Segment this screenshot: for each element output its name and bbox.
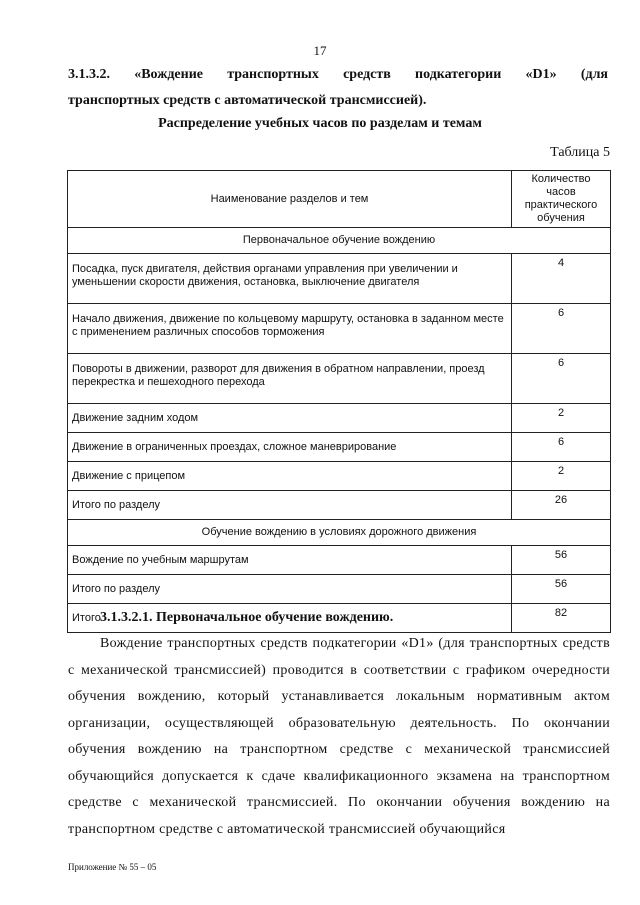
subtotal-hours-cell: 56 [512, 575, 611, 604]
topic-hours-cell: 2 [512, 462, 611, 491]
subtotal-hours-cell: 26 [512, 491, 611, 520]
topic-hours-cell: 56 [512, 546, 611, 575]
subtotal-name-cell: Итого по разделу [68, 575, 512, 604]
subsection-heading: 3.1.3.2.1. Первоначальное обучение вождению. [100, 610, 394, 625]
section-title-cell: Первоначальное обучение вождению [68, 228, 611, 254]
topic-hours-cell: 6 [512, 304, 611, 354]
page-number: 17 [313, 43, 327, 58]
section-title-line-2: транспортных средств с автоматической трансмиссией). [68, 93, 427, 108]
section-row [68, 520, 611, 546]
table-row [68, 354, 611, 404]
topic-name-cell: Посадка, пуск двигателя, действия органами управления при увеличении и уменьшении скорости движения, остановка, выключение двигателя [68, 254, 512, 304]
body-paragraph-text: Вождение транспортных средств подкатегории «D1» (для транспортных средств с механической трансмиссией) проводится в соответствии с графиком очередности обучения вождению, который устанавливается локальным нормативным актом организации, осуществляющей образовательную деятельность. По окончании обучения вождению на транспортном средстве с механической трансмиссией обучающийся допускается к сдаче квалификационного экзамена на транспортном средстве с механической трансмиссией. По окончании обучения вождению на транспортном средстве с автоматической трансмиссией обучающийся [68, 636, 610, 837]
section-title-cell: Обучение вождению в условиях дорожного движения [68, 520, 611, 546]
subtotal-row [68, 491, 611, 520]
topic-hours-cell: 2 [512, 404, 611, 433]
subtotal-row [68, 575, 611, 604]
section-title-line-1: 3.1.3.2. «Вождение транспортных средств подкатегории «D1» (для [68, 67, 608, 82]
topic-name-cell: Движение задним ходом [68, 404, 512, 433]
topic-name-cell: Движение с прицепом [68, 462, 512, 491]
topic-name-cell: Начало движения, движение по кольцевому маршруту, остановка в заданном месте с применением различных способов торможения [68, 304, 512, 354]
table-subtitle: Распределение учебных часов по разделам и темам [158, 116, 482, 131]
total-name-cell: Итого [68, 604, 512, 633]
header-hours-cell: Количество часов практического обучения [512, 171, 611, 228]
table-row [68, 304, 611, 354]
subtotal-name-cell: Итого по разделу [68, 491, 512, 520]
table-row [68, 404, 611, 433]
page-footer: Приложение № 55 – 05 [68, 862, 157, 872]
table-label: Таблица 5 [550, 145, 610, 160]
body-paragraph [68, 631, 610, 843]
table-row [68, 462, 611, 491]
section-row [68, 228, 611, 254]
header-name-cell: Наименование разделов и тем [68, 171, 512, 228]
table-row [68, 254, 611, 304]
total-hours-cell: 82 [512, 604, 611, 633]
topic-hours-cell: 6 [512, 433, 611, 462]
table-row [68, 433, 611, 462]
topic-hours-cell: 4 [512, 254, 611, 304]
topic-hours-cell: 6 [512, 354, 611, 404]
table-header-row [68, 171, 611, 228]
hours-table [67, 170, 611, 633]
topic-name-cell: Повороты в движении, разворот для движения в обратном направлении, проезд перекрестка и пешеходного перехода [68, 354, 512, 404]
table-row [68, 546, 611, 575]
topic-name-cell: Вождение по учебным маршрутам [68, 546, 512, 575]
topic-name-cell: Движение в ограниченных проездах, сложное маневрирование [68, 433, 512, 462]
